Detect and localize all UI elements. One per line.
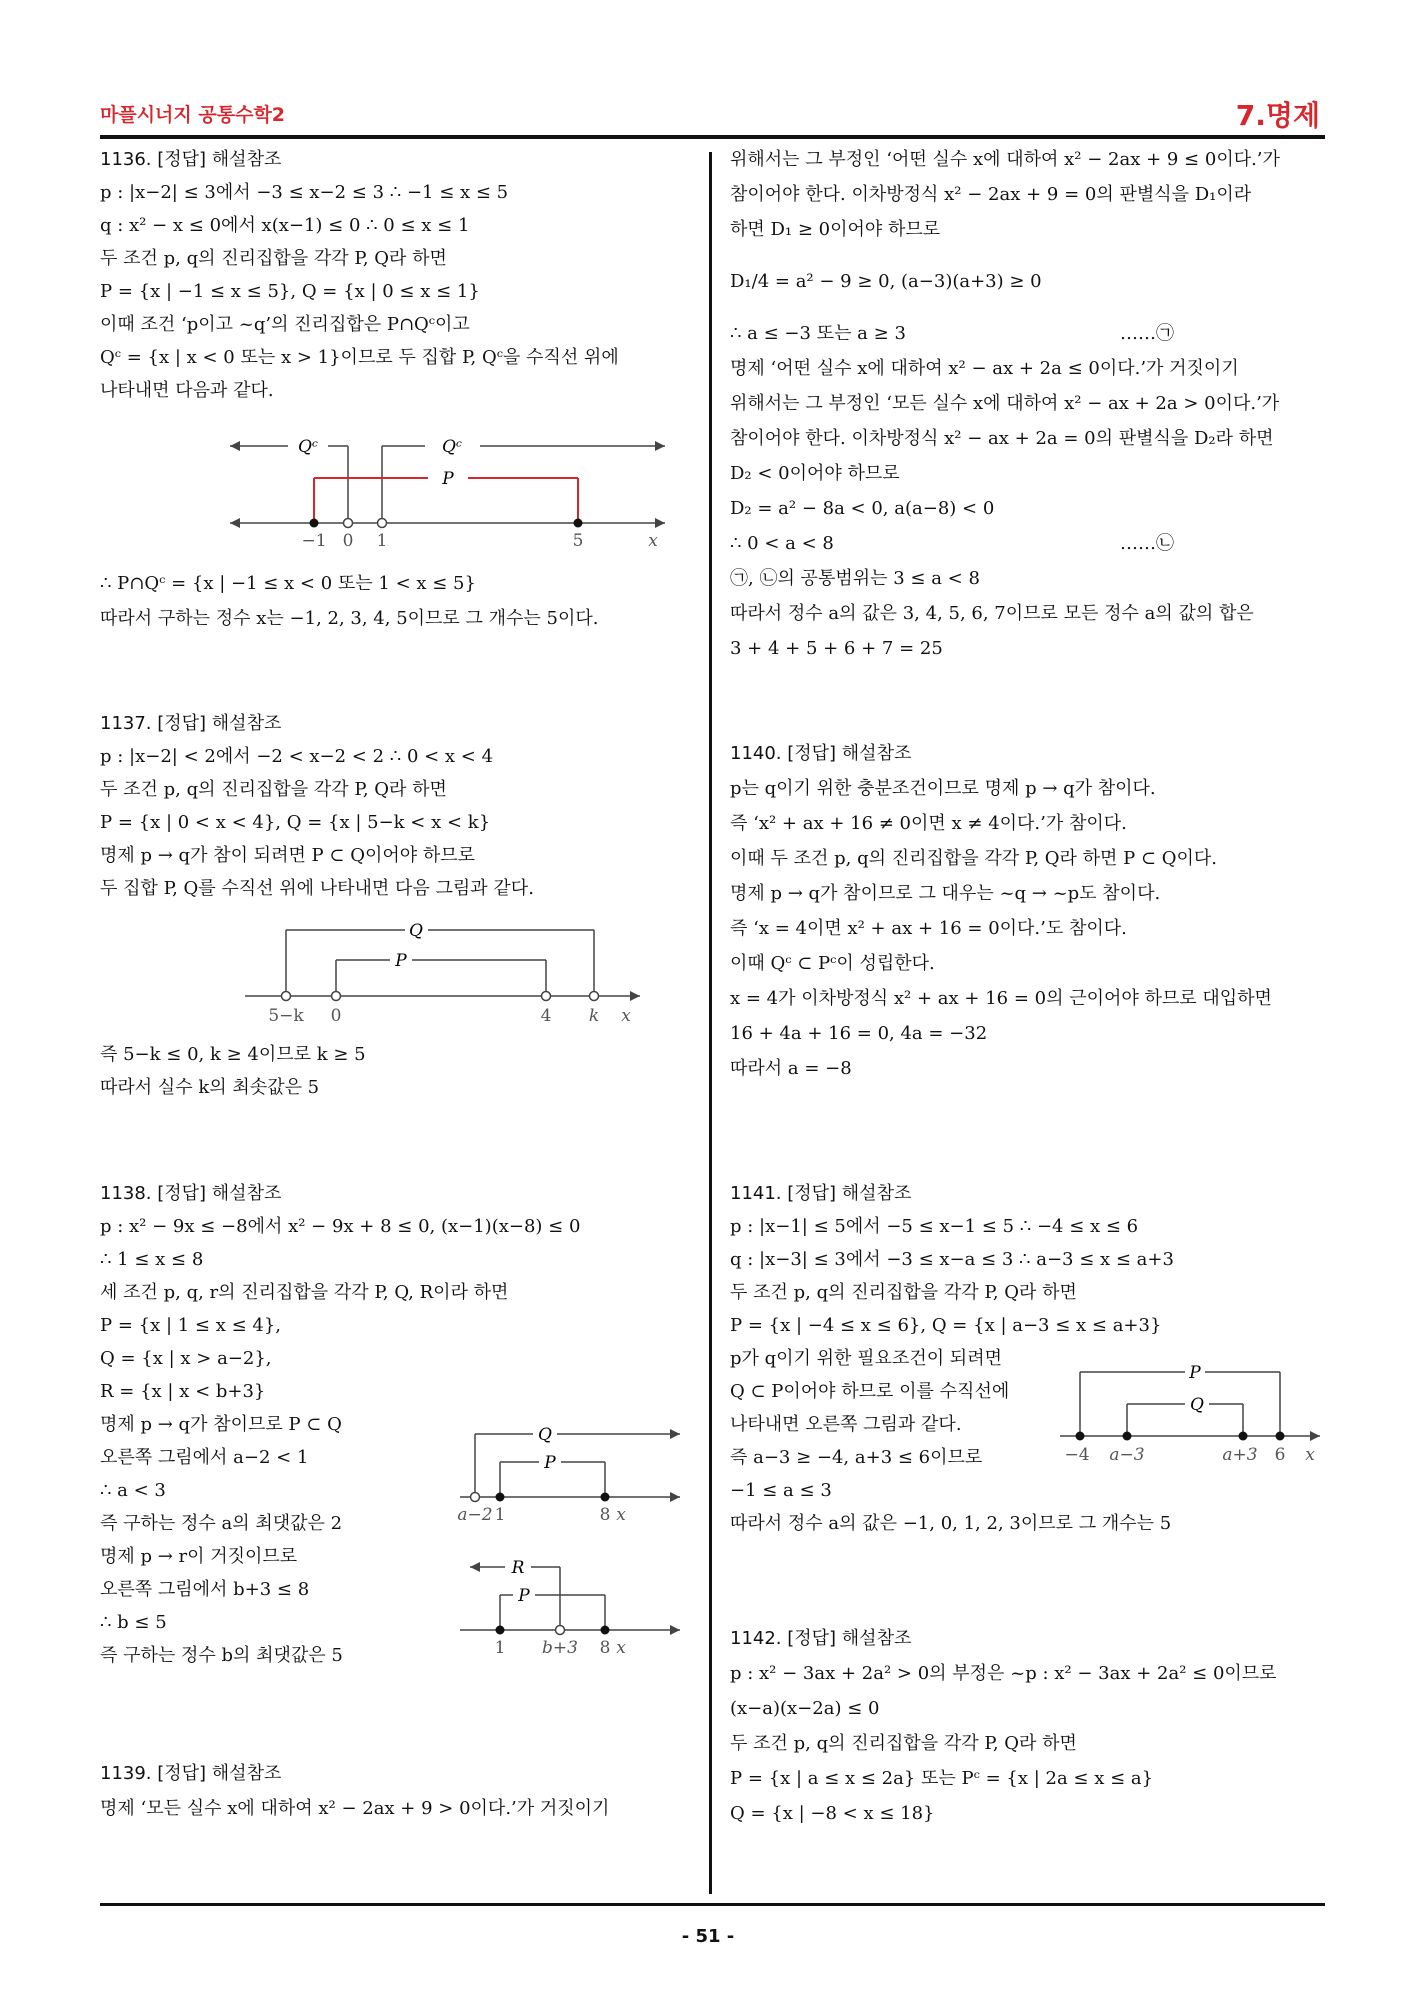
point-open [332, 992, 341, 1001]
tick-label: 8 [599, 1505, 611, 1525]
problem-1136-line: P = {x | −1 ≤ x ≤ 5}, Q = {x | 0 ≤ x ≤ 1} [100, 281, 480, 302]
point-filled [601, 1626, 610, 1635]
problem-1139-line: 참이어야 한다. 이차방정식 x² − ax + 2a = 0의 판별식을 D₂라 하면 [730, 428, 1274, 449]
problem-1140-line: 즉 ‘x = 4이면 x² + ax + 16 = 0이다.’도 참이다. [730, 918, 1127, 939]
problem-1136-line: q : x² − x ≤ 0에서 x(x−1) ≤ 0 ∴ 0 ≤ x ≤ 1 [100, 215, 470, 236]
problem-1141-line: p가 q이기 위한 필요조건이 되려면 [730, 1348, 1002, 1369]
tick-label: 5 [572, 531, 584, 551]
problem-1140-line: 16 + 4a + 16 = 0, 4a = −32 [730, 1023, 988, 1044]
problem-1139-line: ∴ 0 < a < 8 [730, 533, 834, 554]
problem-1141-line: 즉 a−3 ≥ −4, a+3 ≤ 6이므로 [730, 1447, 983, 1468]
axis-label: x [616, 1638, 626, 1658]
axis-label: x [621, 1006, 631, 1026]
problem-1142-line: p : x² − 3ax + 2a² > 0의 부정은 ~p : x² − 3ax + 2a² ≤ 0이므로 [730, 1663, 1277, 1684]
point-open [471, 1493, 480, 1502]
tick-label: k [588, 1006, 600, 1026]
problem-1140-line: x = 4가 이차방정식 x² + ax + 16 = 0의 근이어야 하므로 대입하면 [730, 988, 1272, 1009]
number-line-figure-1136 [210, 428, 670, 560]
problem-1142-line: P = {x | a ≤ x ≤ 2a} 또는 Pᶜ = {x | 2a ≤ x ≤ a} [730, 1768, 1154, 1789]
tick-label: 1 [376, 531, 388, 551]
axis-label: x [616, 1505, 626, 1525]
tick-label: −1 [301, 531, 327, 551]
tick-label: a−3 [1109, 1445, 1145, 1465]
problem-1138-line: 오른쪽 그림에서 b+3 ≤ 8 [100, 1579, 310, 1600]
number-line-figure-1138-r [455, 1555, 695, 1665]
problem-1141-line: 나타내면 오른쪽 그림과 같다. [730, 1414, 962, 1435]
problem-1140-line: 따라서 a = −8 [730, 1058, 852, 1079]
problem-1139-line: 하면 D₁ ≥ 0이어야 하므로 [730, 219, 941, 240]
problem-1139-line: 3 + 4 + 5 + 6 + 7 = 25 [730, 638, 943, 659]
number-line-figure-1138-q [455, 1422, 695, 1532]
axis-arrow [630, 991, 640, 1001]
point-filled [1123, 1432, 1132, 1441]
problem-1141-line: p : |x−1| ≤ 5에서 −5 ≤ x−1 ≤ 5 ∴ −4 ≤ x ≤ 6 [730, 1216, 1139, 1237]
problem-1139-line: D₂ < 0이어야 하므로 [730, 463, 900, 484]
problem-1140-line: 명제 p → q가 참이므로 그 대우는 ~q → ~p도 참이다. [730, 883, 1161, 904]
tick-label: 0 [342, 531, 354, 551]
point-filled [574, 519, 583, 528]
problem-1142-line: Q = {x | −8 < x ≤ 18} [730, 1803, 935, 1824]
point-filled [601, 1493, 610, 1502]
label-qc-left: Qᶜ [298, 437, 318, 457]
problem-1137-line: 명제 p → q가 참이 되려면 P ⊂ Q이어야 하므로 [100, 845, 476, 866]
problem-1138-line: ∴ b ≤ 5 [100, 1612, 167, 1633]
problem-1141-line: q : |x−3| ≤ 3에서 −3 ≤ x−a ≤ 3 ∴ a−3 ≤ x ≤ a+3 [730, 1249, 1174, 1270]
point-filled [496, 1626, 505, 1635]
axis-label: x [648, 531, 658, 551]
problem-1136-line: p : |x−2| ≤ 3에서 −3 ≤ x−2 ≤ 3 ∴ −1 ≤ x ≤ 5 [100, 182, 509, 203]
problem-1140-line: 이때 두 조건 p, q의 진리집합을 각각 P, Q라 하면 P ⊂ Q이다. [730, 848, 1218, 869]
equation-marker: ……㉠ [1120, 323, 1174, 344]
column-divider [709, 152, 712, 1894]
label-q: Q [538, 1425, 552, 1445]
problem-1137-line: p : |x−2| < 2에서 −2 < x−2 < 2 ∴ 0 < x < 4 [100, 746, 494, 767]
tick-label: 4 [540, 1006, 552, 1026]
equation-marker: ……㉡ [1120, 533, 1174, 554]
problem-1139-line: 명제 ‘어떤 실수 x에 대하여 x² − ax + 2a ≤ 0이다.’가 거짓이기 [730, 358, 1239, 379]
problem-1137-line: P = {x | 0 < x < 4}, Q = {x | 5−k < x < k} [100, 812, 491, 833]
problem-1138-title: 1138. [정답] 해설참조 [100, 1183, 282, 1204]
label-qc-right: Qᶜ [442, 437, 462, 457]
tick-label: 8 [599, 1638, 611, 1658]
qc-left-arrow [230, 441, 240, 451]
point-open [378, 519, 387, 528]
problem-1137-line: 두 집합 P, Q를 수직선 위에 나타내면 다음 그림과 같다. [100, 878, 534, 899]
problem-1138-line: 명제 p → q가 참이므로 P ⊂ Q [100, 1414, 342, 1435]
header-rule [100, 135, 1325, 139]
problem-1140-title: 1140. [정답] 해설참조 [730, 743, 912, 764]
problem-1137-line: 따라서 실수 k의 최솟값은 5 [100, 1077, 320, 1098]
problem-1138-line: Q = {x | x > a−2}, [100, 1348, 272, 1369]
footer-rule [100, 1903, 1325, 1906]
problem-1138-line: 오른쪽 그림에서 a−2 < 1 [100, 1447, 309, 1468]
tick-label: −4 [1064, 1445, 1090, 1465]
tick-label: 6 [1274, 1445, 1286, 1465]
problem-1136-line: 따라서 구하는 정수 x는 −1, 2, 3, 4, 5이므로 그 개수는 5이다. [100, 608, 599, 629]
problem-1136-line: ∴ P∩Qᶜ = {x | −1 ≤ x < 0 또는 1 < x ≤ 5} [100, 573, 476, 594]
problem-1139-line: 참이어야 한다. 이차방정식 x² − 2ax + 9 = 0의 판별식을 D₁이라 [730, 184, 1252, 205]
tick-label: a+3 [1222, 1445, 1258, 1465]
page-number: - 51 - [681, 1926, 735, 1947]
problem-1142-line: 두 조건 p, q의 진리집합을 각각 P, Q라 하면 [730, 1733, 1077, 1754]
tick-label: a−2 [457, 1505, 493, 1525]
problem-1140-line: 이때 Qᶜ ⊂ Pᶜ이 성립한다. [730, 953, 935, 974]
problem-1139-line: D₁/4 = a² − 9 ≥ 0, (a−3)(a+3) ≥ 0 [730, 271, 1042, 292]
point-open [282, 992, 291, 1001]
point-filled [1239, 1432, 1248, 1441]
point-open [556, 1626, 565, 1635]
tick-label: 0 [330, 1006, 342, 1026]
axis-arrow [670, 1625, 680, 1635]
problem-1137-line: 두 조건 p, q의 진리집합을 각각 P, Q라 하면 [100, 779, 447, 800]
problem-1140-line: p는 q이기 위한 충분조건이므로 명제 p → q가 참이다. [730, 778, 1156, 799]
problem-1136-line: 두 조건 p, q의 진리집합을 각각 P, Q라 하면 [100, 248, 447, 269]
problem-1141-title: 1141. [정답] 해설참조 [730, 1183, 912, 1204]
problem-1138-line: ∴ a < 3 [100, 1480, 166, 1501]
problem-1136-title: 1136. [정답] 해설참조 [100, 149, 282, 170]
chapter-title: 7.명제 [1235, 99, 1320, 132]
problem-1139-line: D₂ = a² − 8a < 0, a(a−8) < 0 [730, 498, 995, 519]
tick-label: 1 [494, 1638, 506, 1658]
problem-1142-line: (x−a)(x−2a) ≤ 0 [730, 1698, 880, 1719]
label-p: P [544, 1453, 556, 1473]
problem-1138-line: ∴ 1 ≤ x ≤ 8 [100, 1249, 204, 1270]
problem-1136-line: 나타내면 다음과 같다. [100, 380, 274, 401]
problem-1141-line: 따라서 정수 a의 값은 −1, 0, 1, 2, 3이므로 그 개수는 5 [730, 1513, 1172, 1534]
problem-1141-line: 두 조건 p, q의 진리집합을 각각 P, Q라 하면 [730, 1282, 1077, 1303]
problem-1139-line: ㉠, ㉡의 공통범위는 3 ≤ a < 8 [730, 568, 980, 589]
point-open [542, 992, 551, 1001]
point-filled [1076, 1432, 1085, 1441]
problem-1139-title: 1139. [정답] 해설참조 [100, 1763, 282, 1784]
problem-1140-line: 즉 ‘x² + ax + 16 ≠ 0이면 x ≠ 4이다.’가 참이다. [730, 813, 1127, 834]
point-filled [1276, 1432, 1285, 1441]
tick-label: b+3 [542, 1638, 578, 1658]
problem-1138-line: 즉 구하는 정수 a의 최댓값은 2 [100, 1513, 343, 1534]
problem-1136-line: Qᶜ = {x | x < 0 또는 x > 1}이므로 두 집합 P, Qᶜ을 수직선 위에 [100, 347, 619, 368]
point-open [344, 519, 353, 528]
problem-1139-line: 위해서는 그 부정인 ‘어떤 실수 x에 대하여 x² − 2ax + 9 ≤ 0이다.’가 [730, 149, 1280, 170]
problem-1137-line: 즉 5−k ≤ 0, k ≥ 4이므로 k ≥ 5 [100, 1044, 366, 1065]
axis-label: x [1305, 1445, 1315, 1465]
problem-1141-line: Q ⊂ P이어야 하므로 이를 수직선에 [730, 1381, 1010, 1402]
book-title: 마플시너지 공통수학2 [100, 104, 286, 126]
problem-1139-line: 따라서 정수 a의 값은 3, 4, 5, 6, 7이므로 모든 정수 a의 값의 합은 [730, 603, 1254, 624]
axis-arrow [670, 1492, 680, 1502]
axis-arrow [1310, 1431, 1320, 1441]
label-p: P [395, 951, 407, 971]
axis-arrow [655, 518, 665, 528]
problem-1142-title: 1142. [정답] 해설참조 [730, 1628, 912, 1649]
label-p: P [1189, 1363, 1201, 1383]
axis-arrow [230, 518, 240, 528]
tick-label: 1 [494, 1505, 506, 1525]
tick-label: 5−k [268, 1006, 304, 1026]
problem-1138-line: 세 조건 p, q, r의 진리집합을 각각 P, Q, R이라 하면 [100, 1282, 509, 1303]
problem-1141-line: −1 ≤ a ≤ 3 [730, 1480, 832, 1501]
label-q: Q [409, 921, 423, 941]
problem-1136-line: 이때 조건 ‘p이고 ~q’의 진리집합은 P∩Qᶜ이고 [100, 314, 470, 335]
label-r: R [511, 1558, 525, 1578]
label-p: P [518, 1586, 530, 1606]
point-filled [496, 1493, 505, 1502]
point-open [590, 992, 599, 1001]
problem-1138-line: 명제 p → r이 거짓이므로 [100, 1546, 298, 1567]
point-filled [310, 519, 319, 528]
qc-right-arrow [655, 441, 665, 451]
problem-1138-line: p : x² − 9x ≤ −8에서 x² − 9x + 8 ≤ 0, (x−1)(x−8) ≤ 0 [100, 1216, 581, 1237]
problem-1138-line: 즉 구하는 정수 b의 최댓값은 5 [100, 1645, 343, 1666]
problem-1141-line: P = {x | −4 ≤ x ≤ 6}, Q = {x | a−3 ≤ x ≤ a+3} [730, 1315, 1162, 1336]
label-p: P [442, 469, 454, 489]
problem-1138-line: P = {x | 1 ≤ x ≤ 4}, [100, 1315, 282, 1336]
number-line-figure-1141 [1055, 1360, 1330, 1470]
problem-1139-line: ∴ a ≤ −3 또는 a ≥ 3 [730, 323, 906, 344]
label-q: Q [1190, 1395, 1204, 1415]
q-arrow [670, 1429, 680, 1439]
problem-1139-line: 명제 ‘모든 실수 x에 대하여 x² − 2ax + 9 > 0이다.’가 거짓이기 [100, 1798, 610, 1819]
problem-1138-line: R = {x | x < b+3} [100, 1381, 266, 1402]
r-arrow [470, 1562, 480, 1572]
problem-1139-line: 위해서는 그 부정인 ‘모든 실수 x에 대하여 x² − ax + 2a > 0이다.’가 [730, 393, 1280, 414]
problem-1137-title: 1137. [정답] 해설참조 [100, 713, 282, 734]
number-line-figure-1137 [240, 918, 650, 1033]
